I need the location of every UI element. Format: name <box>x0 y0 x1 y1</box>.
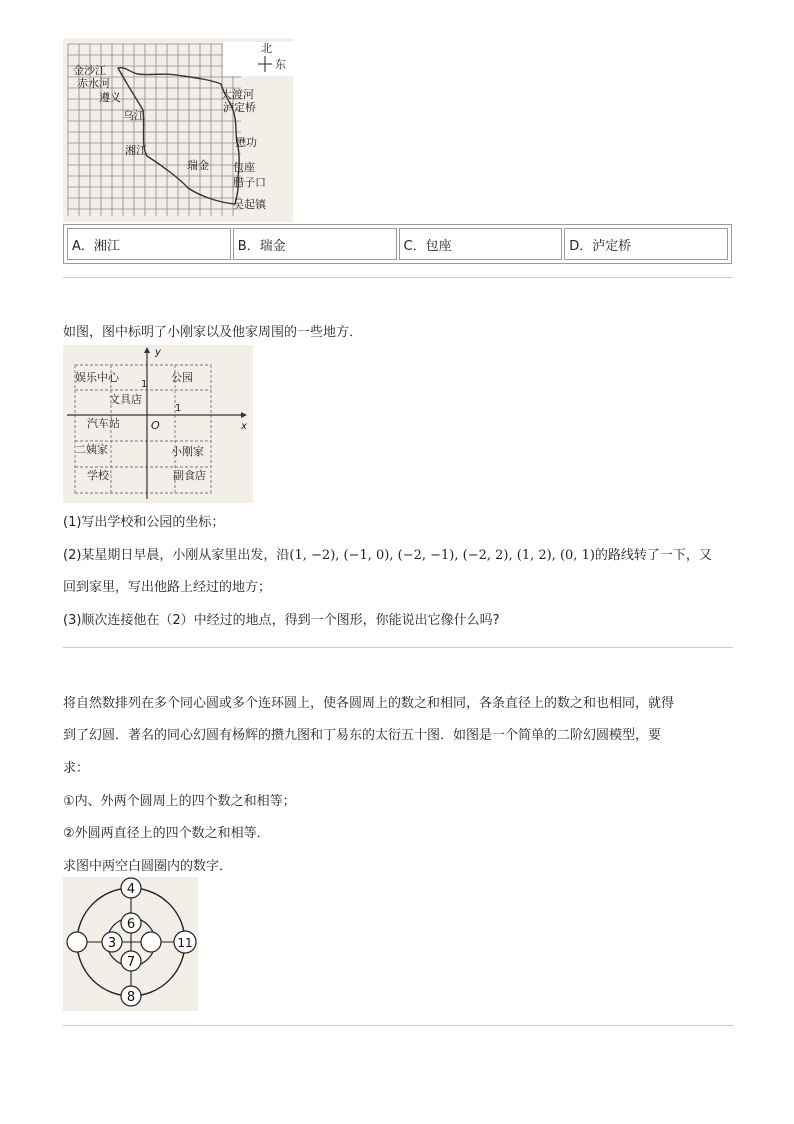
compass-north: 北 <box>261 42 272 55</box>
q3-line2: 到了幻圆．著名的同心幻圆有杨辉的攒九图和丁易东的太衍五十图．如图是一个简单的二阶幻圆模型，要 <box>63 728 662 743</box>
route-map-svg <box>63 38 293 222</box>
place-baozuo: 包座 <box>233 161 255 174</box>
q2-sub2-cont: 回到家里，写出他路上经过的地方； <box>63 580 272 595</box>
tick-y-one: 1 <box>141 379 148 390</box>
divider-3 <box>63 1025 733 1026</box>
place-gongyuan: 公园 <box>171 371 193 384</box>
divider-1 <box>63 277 733 278</box>
x-axis-label: x <box>241 421 247 432</box>
magic-circle-svg <box>63 877 198 1011</box>
q2-sub2 <box>63 544 712 563</box>
place-yule: 娱乐中心 <box>75 371 119 384</box>
choice-d[interactable]: D．泸定桥 <box>564 228 728 260</box>
place-wuqizhen: 吴起镇 <box>233 198 266 211</box>
place-eryijia: 二姨家 <box>75 443 108 456</box>
place-xuexiao: 学校 <box>87 469 109 482</box>
coordinate-figure <box>63 345 253 503</box>
q2-sub3: (3)顺次连接他在（2）中经过的地点，得到一个图形，你能说出它像什么吗? <box>63 613 500 628</box>
route-map-figure <box>63 38 293 222</box>
blank-circle-outer[interactable] <box>67 932 87 952</box>
place-ludingqiao: 泸定桥 <box>223 101 256 114</box>
place-chishuihe: 赤水河 <box>77 77 110 90</box>
num-inner-left: 3 <box>107 936 117 951</box>
compass-east: 东 <box>275 58 286 71</box>
choice-table <box>63 224 732 264</box>
num-bottom: 8 <box>126 990 136 1005</box>
place-jinshajiang: 金沙江 <box>73 64 106 77</box>
place-wujiang: 乌江 <box>123 109 145 122</box>
q2-sub2-points: (1, −2), (−1, 0), (−2, −1), (−2, 2), (1, 2), (0, 1) <box>289 548 595 563</box>
place-qichezhan: 汽车站 <box>87 417 120 430</box>
num-inner-bottom: 7 <box>126 955 136 970</box>
num-right: 11 <box>177 936 193 950</box>
place-ruijin: 瑞金 <box>187 159 209 172</box>
origin-label: O <box>151 419 160 432</box>
choice-b[interactable]: B．瑞金 <box>233 228 397 260</box>
magic-circle-figure <box>63 877 198 1011</box>
choice-a[interactable]: A．湘江 <box>67 228 231 260</box>
q3-line3: 求： <box>63 761 90 776</box>
place-lazikou: 腊子口 <box>233 176 266 189</box>
q2-intro: 如图，图中标明了小刚家以及他家周围的一些地方． <box>63 325 363 340</box>
place-zunyi: 遵义 <box>99 91 121 104</box>
q3-cond2: ②外圆两直径上的四个数之和相等． <box>63 826 270 841</box>
divider-2 <box>63 647 733 648</box>
place-xiangjiang: 湘江 <box>125 144 147 157</box>
q2-sub1: (1)写出学校和公园的坐标； <box>63 515 225 530</box>
q3-ask: 求图中两空白圆圈内的数字． <box>63 859 233 874</box>
num-top: 4 <box>126 882 136 897</box>
tick-x-one: 1 <box>175 403 182 414</box>
q2-sub2-text-a: (2)某星期日早晨，小刚从家里出发，沿 <box>63 548 290 563</box>
place-xiaogangjia: 小刚家 <box>171 445 204 458</box>
q3-cond1: ①内、外两个圆周上的四个数之和相等； <box>63 794 296 809</box>
q3-line1: 将自然数排列在多个同心圆或多个连环圆上，使各圆周上的数之和相同，各条直径上的数之和也相同，就得 <box>63 696 675 711</box>
place-wenjudian: 文具店 <box>109 393 142 406</box>
blank-circle-inner[interactable] <box>141 932 161 952</box>
place-fushidian: 副食店 <box>173 469 206 482</box>
choice-c[interactable]: C．包座 <box>399 228 563 260</box>
place-daduhe: 大渡河 <box>221 88 254 101</box>
coordinate-svg <box>63 345 253 503</box>
y-axis-label: y <box>155 347 161 358</box>
place-maogong: 懋功 <box>235 136 257 149</box>
q2-sub2-text-b: 的路线转了一下，又 <box>594 548 712 563</box>
num-inner-top: 6 <box>126 917 136 932</box>
